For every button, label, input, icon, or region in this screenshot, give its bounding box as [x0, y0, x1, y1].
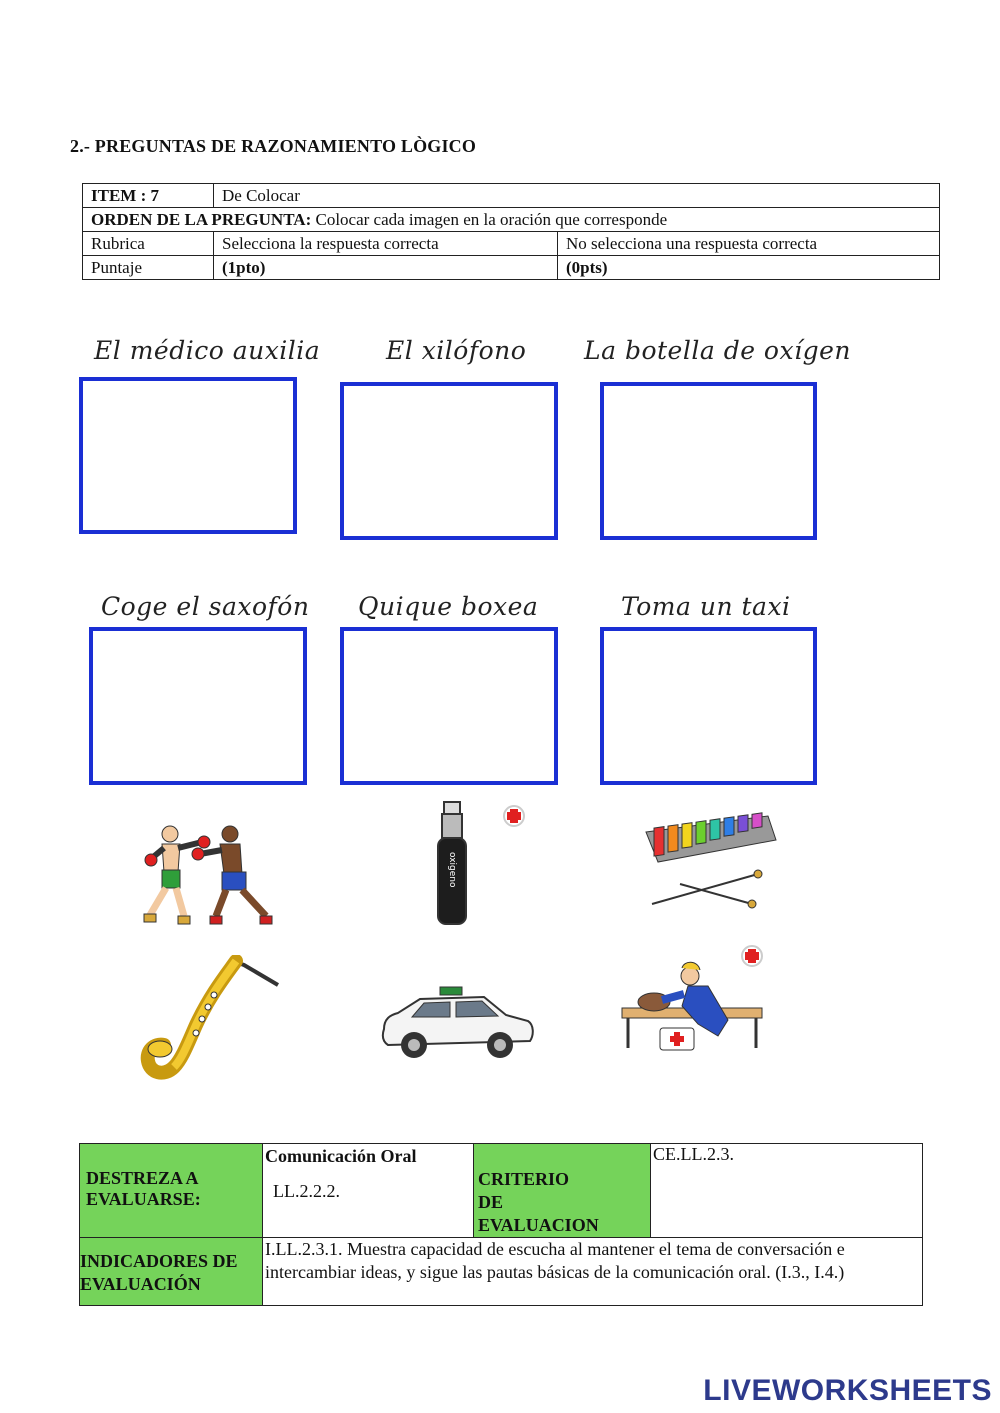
drop-box-medico[interactable] [79, 377, 297, 534]
oxygen-label: oxigeno [447, 852, 457, 888]
drop-box-xilofono[interactable] [340, 382, 558, 540]
sentence-xilofono: El xilófono [386, 336, 527, 365]
indicadores-text: I.LL.2.3.1. Muestra capacidad de escucha al mantener el tema de conversación e intercambiar ideas, y sigue las pautas básicas de la comunicación oral. (I.3., I.4.) [263, 1238, 923, 1306]
criterio-label-line-1: CRITERIO [478, 1169, 570, 1189]
order-row [83, 208, 940, 232]
rubric-correct: Selecciona la respuesta correcta [214, 232, 558, 256]
order-label: ORDEN DE LA PREGUNTA: [91, 209, 312, 229]
drop-box-taxi[interactable] [600, 627, 817, 785]
score-incorrect: (0pts) [558, 256, 940, 280]
sentence-medico: El médico auxilia [94, 336, 321, 365]
criterio-code: CE.LL.2.3. [651, 1144, 923, 1238]
destreza-label: DESTREZA A EVALUARSE: [80, 1144, 263, 1238]
indicadores-label: INDICADORES DE EVALUACIÓN [80, 1238, 263, 1306]
rubric-label: Rubrica [83, 232, 214, 256]
destreza-cell [263, 1144, 474, 1238]
destreza-code: LL.2.2.2. [273, 1181, 340, 1201]
item-type: De Colocar [214, 184, 940, 208]
destreza-title: Comunicación Oral [265, 1146, 417, 1166]
sentence-boxea: Quique boxea [358, 592, 539, 621]
taxi-icon[interactable] [378, 985, 536, 1065]
drop-box-oxigeno[interactable] [600, 382, 817, 540]
drop-box-boxea[interactable] [340, 627, 558, 785]
doctor-icon[interactable] [618, 940, 778, 1055]
section-title: 2.- PREGUNTAS DE RAZONAMIENTO LÒGICO [70, 136, 477, 156]
xylophone-icon[interactable] [640, 810, 780, 910]
item-table [82, 183, 940, 280]
criterio-label-line-3: EVALUACION [478, 1215, 599, 1235]
oxygen-bottle-icon[interactable] [430, 800, 530, 930]
sentence-taxi: Toma un taxi [621, 592, 791, 621]
evaluation-table [79, 1143, 923, 1306]
saxophone-icon[interactable] [140, 955, 285, 1090]
boxers-icon[interactable] [140, 820, 275, 930]
rubric-incorrect: No selecciona una respuesta correcta [558, 232, 940, 256]
order-text: Colocar cada imagen en la oración que corresponde [315, 209, 668, 229]
score-label: Puntaje [83, 256, 214, 280]
liveworksheets-logo[interactable]: LIVEWORKSHEETS [703, 1374, 992, 1407]
criterio-label-line-2: DE [478, 1192, 504, 1212]
score-correct: (1pto) [214, 256, 558, 280]
item-label: ITEM : 7 [83, 184, 214, 208]
drop-box-saxofon[interactable] [89, 627, 307, 785]
sentence-saxofon: Coge el saxofón [101, 592, 310, 621]
sentence-oxigeno: La botella de oxígen [584, 336, 851, 365]
criterio-label [474, 1144, 651, 1238]
